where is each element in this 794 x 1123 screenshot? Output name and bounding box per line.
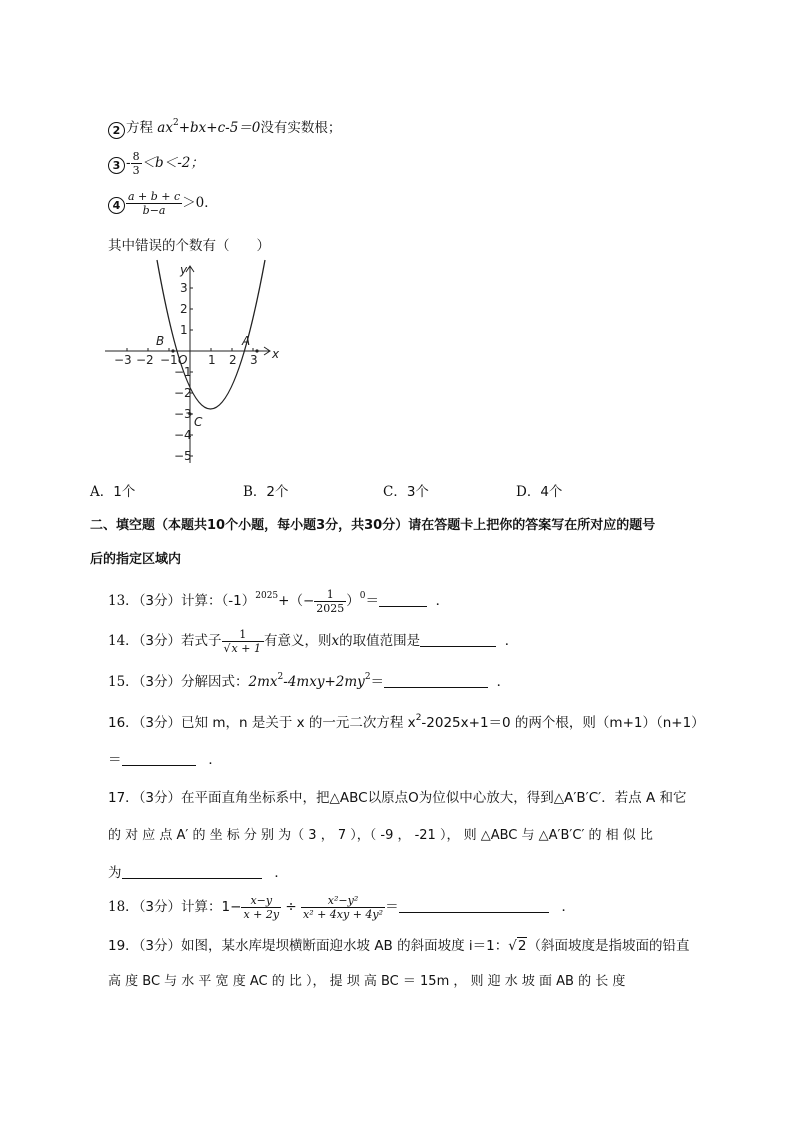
statement-4: 4 $\frac{a + b + c}{b-a}$ ＞0． <box>108 190 218 217</box>
section-heading-line2: 后的指定区域内 <box>90 552 182 567</box>
question-17-line1: 17．（3分）在平面直角坐标系中，把△ABC以原点O为位似中心放大，得到△A′B′C′．若点 A 和它 <box>108 790 687 806</box>
statement-2: 2 方程 $ax^2+bx+c-5=0$没有实数根； <box>108 116 341 139</box>
fraction: $\frac{8}{3}$ <box>132 150 140 178</box>
y-tick-label: −5 <box>174 449 192 463</box>
x-tick-label: 1 <box>208 353 216 367</box>
x-tick-label: 2 <box>229 353 237 367</box>
question-14: 14．（3分）若式子 $\frac{1}{√x + 1}$ 有意义，则x的取值范围是 ． <box>108 628 519 656</box>
question-15: 15．（3分）分解因式：$2mx^2-4mxy+2my^2=$ ． <box>108 672 511 690</box>
statement-marker: 2 <box>108 122 125 139</box>
answer-blank[interactable] <box>384 675 488 688</box>
question-18: 18．（3分）计算：1− $\frac{x-y}{x + 2y}$ ÷ $\frac{\text{x²−y²}}{\text{x² + 4xy + 4y²}}$ ＝ ． <box>108 894 575 922</box>
choice-b[interactable]: B．2个 <box>243 484 289 500</box>
statement-marker: 4 <box>108 197 125 214</box>
fraction: $\frac{a + b + c}{b-a}$ <box>128 190 181 218</box>
answer-blank[interactable] <box>122 753 196 766</box>
y-tick-label: −2 <box>174 386 192 400</box>
point-A-label: A <box>242 334 251 348</box>
question-prompt: 其中错误的个数有（ ） <box>108 238 270 254</box>
fraction: $\frac{1}{√x + 1}$ <box>222 628 264 655</box>
x-tick-label: −2 <box>136 353 154 367</box>
fraction: $\frac{\text{x²−y²}}{\text{x² + 4xy + 4y²}}$ <box>302 894 384 922</box>
choice-a[interactable]: A．1个 <box>90 484 136 500</box>
question-19-line1: 19．（3分）如图，某水库堤坝横断面迎水坡 AB 的斜面坡度 i＝1：√2（斜面坡度是指坡面的铅直 <box>108 938 690 954</box>
y-axis-label: y <box>180 263 188 277</box>
choice-d[interactable]: D．4个 <box>516 484 563 500</box>
x-tick-label: −1 <box>160 353 178 367</box>
statement-marker: 3 <box>108 157 125 174</box>
y-tick-label: −1 <box>174 365 192 379</box>
fraction: $\frac{x-y}{x + 2y}$ <box>243 894 280 922</box>
answer-blank[interactable] <box>399 900 549 913</box>
question-17-line3: 为 ． <box>108 865 288 881</box>
question-13: 13．（3分）计算：$(-1)^{2025}+(-$ $\frac{1}{2025}$ ）$^0$＝ ． <box>108 588 450 616</box>
y-tick-label: −3 <box>174 407 192 421</box>
question-16-line2: ＝ ． <box>108 752 222 768</box>
answer-blank[interactable] <box>379 594 427 607</box>
statement-3: 3 - $\frac{8}{3}$ ＜b＜-2； <box>108 150 204 177</box>
x-axis-label: x <box>272 347 280 361</box>
x-tick-label: −3 <box>114 353 132 367</box>
y-tick-label: −4 <box>174 428 192 442</box>
point-B-label: B <box>156 334 165 348</box>
question-17-line2: 的 对 应 点 A′ 的 坐 标 分 别 为（ 3 ， 7 ），（ -9 ， -21 ）， 则 △ABC 与 △A′B′C′ 的 相 似 比 <box>108 828 653 843</box>
answer-blank[interactable] <box>122 866 262 879</box>
y-tick-label: 1 <box>180 323 188 337</box>
y-tick-label: 3 <box>180 281 188 295</box>
question-19-line2: 高 度 BC 与 水 平 宽 度 AC 的 比 ）， 提 坝 高 BC ＝ 15m ， 则 迎 水 坡 面 AB 的 长 度 <box>108 974 626 989</box>
answer-blank[interactable] <box>420 634 496 647</box>
question-16: 16．（3分）已知 m，n 是关于 x 的一元二次方程 $x^2-2025x+1=0$ 的两个根，则（m+1）（n+1） <box>108 713 705 731</box>
parabola-graph <box>100 258 290 470</box>
fraction: $\frac{1}{2025}$ <box>316 588 345 616</box>
y-tick-label: 2 <box>180 302 188 316</box>
section-heading-line1: 二、填空题（本题共10个小题，每小题3分，共30分）请在答题卡上把你的答案写在所对应的题号 <box>90 518 656 533</box>
x-tick-label: 3 <box>250 353 258 367</box>
point-C-label: C <box>194 415 203 429</box>
origin-label: O <box>178 353 188 367</box>
choice-c[interactable]: C．3个 <box>383 484 429 500</box>
